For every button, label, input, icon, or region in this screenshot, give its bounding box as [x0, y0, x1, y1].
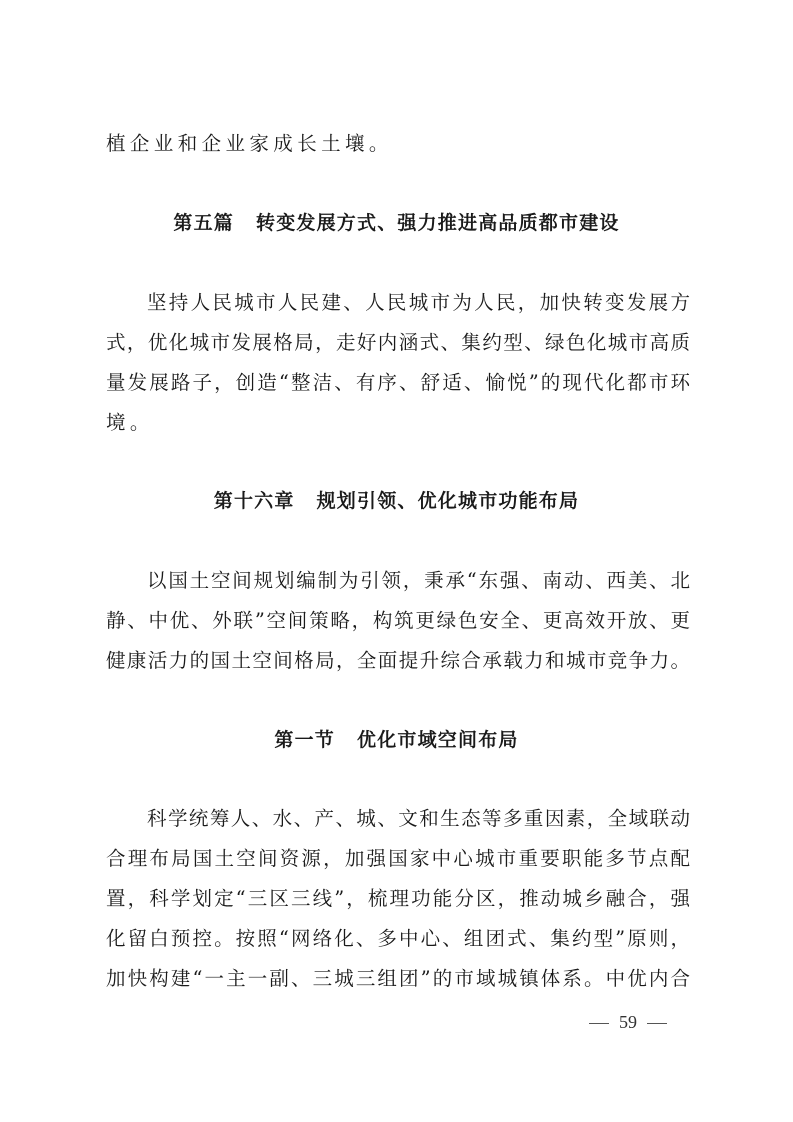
paragraph-line: 健康活力的国土空间格局，全面提升综合承载力和城市竞争力。: [106, 649, 690, 672]
page-footer: [589, 1010, 667, 1034]
paragraph-line: 以国土空间规划编制为引领，秉承“东强、南动、西美、北: [147, 569, 690, 592]
chapter-title: 规划引领、优化城市功能布局: [316, 490, 580, 512]
paragraph-line: 式，优化城市发展格局，走好内涵式、集约型、绿色化城市高质: [106, 331, 690, 354]
chapter-label: 第十六章: [213, 490, 295, 512]
footer-dash-right: [647, 1023, 667, 1024]
chapter-heading: [0, 488, 793, 514]
paragraph-line: 化留白预控。按照“网络化、多中心、组团式、集约型”原则，: [106, 927, 690, 950]
page-number: 59: [619, 1012, 637, 1032]
section-label: 第一节: [274, 729, 335, 751]
section-heading: [0, 727, 793, 753]
paragraph-line: 量发展路子，创造“整洁、有序、舒适、愉悦”的现代化都市环: [106, 371, 690, 394]
paragraph-line: 植企业和企业家成长土壤。: [106, 132, 393, 155]
paragraph-line: 境。: [106, 411, 154, 434]
paragraph-line: 加快构建“一主一副、三城三组团”的市域城镇体系。中优内合: [106, 967, 690, 990]
paragraph-line: 合理布局国土空间资源，加强国家中心城市重要职能多节点配: [106, 847, 690, 870]
footer-dash-left: [589, 1023, 609, 1024]
part-heading: [0, 210, 793, 236]
paragraph-line: 置，科学划定“三区三线”，梳理功能分区，推动城乡融合，强: [106, 887, 690, 910]
paragraph-line: 坚持人民城市人民建、人民城市为人民，加快转变发展方: [147, 291, 690, 314]
paragraph-line: 静、中优、外联”空间策略，构筑更绿色安全、更高效开放、更: [106, 609, 690, 632]
part-label: 第五篇: [173, 212, 234, 234]
part-title: 转变发展方式、强力推进高品质都市建设: [256, 212, 620, 234]
section-title: 优化市域空间布局: [357, 729, 519, 751]
paragraph-line: 科学统筹人、水、产、城、文和生态等多重因素，全域联动: [147, 807, 690, 830]
